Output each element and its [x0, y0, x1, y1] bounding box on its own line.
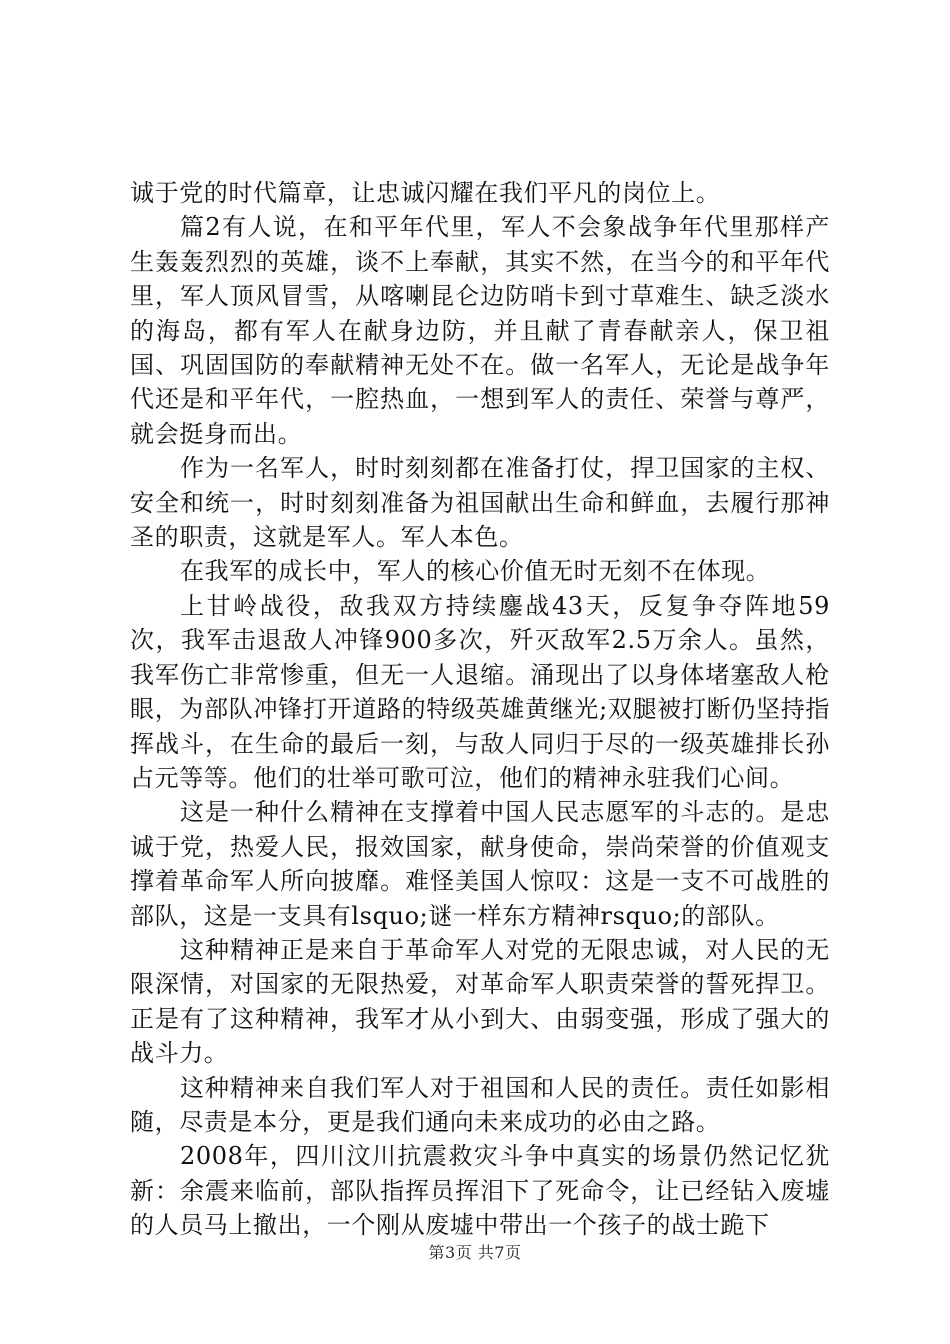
paragraph-5: 上甘岭战役，敌我双方持续鏖战43天，反复争夺阵地59次，我军击退敌人冲锋900多次，歼灭敌军2.5万余人。虽然，我军伤亡非常惨重，但无一人退缩。涌现出了以身体堵塞敌人枪眼，为部队冲锋打开道路的特级英雄黄继光;双腿被打断仍坚持指挥战斗，在生命的最后一刻，与敌人同归于尽的一级英雄排长孙占元等等。他们的壮举可歌可泣，他们的精神永驻我们心间。 [130, 591, 830, 792]
paragraph-1: 诚于党的时代篇章，让忠诚闪耀在我们平凡的岗位上。 [130, 179, 721, 207]
document-body [130, 176, 830, 1243]
page-footer [0, 1240, 950, 1263]
page-number-label: 第3页 共7页 [428, 1243, 522, 1262]
paragraph-7: 这种精神正是来自于革命军人对党的无限忠诚，对人民的无限深情，对国家的无限热爱，对革命军人职责荣誉的誓死捍卫。正是有了这种精神，我军才从小到大、由弱变强，形成了强大的战斗力。 [130, 935, 830, 1068]
paragraph-4: 在我军的成长中，军人的核心价值无时无刻不在体现。 [180, 557, 771, 586]
paragraph-3: 作为一名军人，时时刻刻都在准备打仗，捍卫国家的主权、安全和统一，时时刻刻准备为祖国献出生命和鲜血，去履行那神圣的职责，这就是军人。军人本色。 [130, 454, 830, 552]
paragraph-6: 这是一种什么精神在支撑着中国人民志愿军的斗志的。是忠诚于党，热爱人民，报效国家，献身使命，崇尚荣誉的价值观支撑着革命军人所向披靡。难怪美国人惊叹：这是一支不可战胜的部队，这是一支具有lsquo;谜一样东方精神rsquo;的部队。 [130, 798, 830, 930]
paragraph-8: 这种精神来自我们军人对于祖国和人民的责任。责任如影相随，尽责是本分，更是我们通向未来成功的必由之路。 [130, 1073, 830, 1136]
paragraph-2: 篇2有人说，在和平年代里，军人不会象战争年代里那样产生轰轰烈烈的英雄，谈不上奉献，其实不然，在当今的和平年代里，军人顶风冒雪，从喀喇昆仑边防哨卡到寸草难生、缺乏淡水的海岛，都有军人在献身边防，并且献了青春献亲人，保卫祖国、巩固国防的奉献精神无处不在。做一名军人，无论是战争年代还是和平年代，一腔热血，一想到军人的责任、荣誉与尊严，就会挺身而出。 [130, 213, 830, 448]
paragraph-9: 2008年，四川汶川抗震救灾斗争中真实的场景仍然记忆犹新：余震来临前，部队指挥员挥泪下了死命令，让已经钻入废墟的人员马上撤出，一个刚从废墟中带出一个孩子的战士跪下 [130, 1142, 830, 1240]
